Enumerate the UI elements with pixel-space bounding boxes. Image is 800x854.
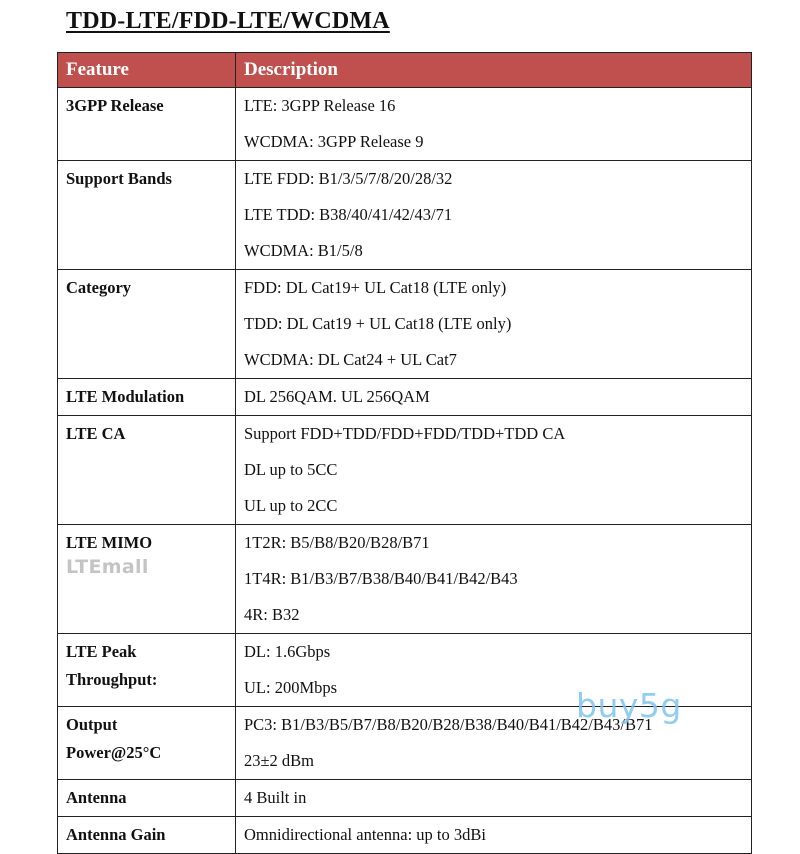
feature-cell <box>58 525 236 634</box>
feature-label: Antenna <box>66 788 127 807</box>
feature-label: LTE MIMO <box>66 533 153 552</box>
feature-label: Throughput: <box>66 670 158 689</box>
table-row <box>58 817 752 854</box>
page-title: TDD-LTE/FDD-LTE/WCDMA <box>66 8 390 34</box>
feature-cell <box>58 707 236 780</box>
table-row <box>58 416 752 525</box>
spec-table <box>57 52 752 854</box>
description-line: DL: 1.6Gbps <box>244 642 331 661</box>
description-line: WCDMA: DL Cat24 + UL Cat7 <box>244 350 457 369</box>
table-header-row <box>58 53 752 88</box>
description-line: TDD: DL Cat19 + UL Cat18 (LTE only) <box>244 314 512 333</box>
feature-cell <box>58 416 236 525</box>
description-cell <box>236 270 752 379</box>
description-line: FDD: DL Cat19+ UL Cat18 (LTE only) <box>244 278 507 297</box>
description-line: 1T2R: B5/B8/B20/B28/B71 <box>244 533 430 552</box>
feature-cell <box>58 161 236 270</box>
description-line: WCDMA: 3GPP Release 9 <box>244 132 424 151</box>
feature-label: Support Bands <box>66 169 172 188</box>
description-line: DL up to 5CC <box>244 460 338 479</box>
feature-label: Output <box>66 715 118 734</box>
description-line: LTE FDD: B1/3/5/7/8/20/28/32 <box>244 169 453 188</box>
feature-label: Power@25°C <box>66 743 162 762</box>
table-row <box>58 88 752 161</box>
description-line: UL up to 2CC <box>244 496 338 515</box>
description-cell <box>236 416 752 525</box>
description-line: WCDMA: B1/5/8 <box>244 241 363 260</box>
description-line: LTE: 3GPP Release 16 <box>244 96 396 115</box>
description-cell <box>236 817 752 854</box>
description-cell <box>236 525 752 634</box>
table-row <box>58 270 752 379</box>
header-description: Description <box>236 53 752 88</box>
feature-cell <box>58 817 236 854</box>
feature-cell <box>58 634 236 707</box>
description-line: 23±2 dBm <box>244 751 315 770</box>
description-line: 4R: B32 <box>244 605 300 624</box>
feature-cell <box>58 379 236 416</box>
table-row <box>58 780 752 817</box>
feature-cell <box>58 780 236 817</box>
description-line: Support FDD+TDD/FDD+FDD/TDD+TDD CA <box>244 424 566 443</box>
description-line: PC3: B1/B3/B5/B7/B8/B20/B28/B38/B40/B41/B42/B43/B71 <box>244 715 653 734</box>
description-cell <box>236 780 752 817</box>
feature-cell <box>58 88 236 161</box>
feature-label: Category <box>66 278 132 297</box>
buy5g-watermark: buy5g <box>576 686 682 725</box>
feature-label: LTE Peak <box>66 642 137 661</box>
feature-label: LTE Modulation <box>66 387 185 406</box>
table-row <box>58 525 752 634</box>
lte-watermark: LTEmall <box>66 556 149 578</box>
description-cell <box>236 161 752 270</box>
table-row <box>58 161 752 270</box>
description-line: DL 256QAM. UL 256QAM <box>244 387 430 406</box>
feature-label: LTE CA <box>66 424 126 443</box>
description-line: Omnidirectional antenna: up to 3dBi <box>244 825 486 844</box>
description-line: 1T4R: B1/B3/B7/B38/B40/B41/B42/B43 <box>244 569 518 588</box>
description-cell <box>236 88 752 161</box>
feature-cell <box>58 270 236 379</box>
description-line: UL: 200Mbps <box>244 678 338 697</box>
description-line: LTE TDD: B38/40/41/42/43/71 <box>244 205 453 224</box>
description-cell <box>236 379 752 416</box>
feature-label: 3GPP Release <box>66 96 164 115</box>
description-line: 4 Built in <box>244 788 307 807</box>
table-row <box>58 379 752 416</box>
feature-label: Antenna Gain <box>66 825 166 844</box>
header-feature: Feature <box>58 53 236 88</box>
